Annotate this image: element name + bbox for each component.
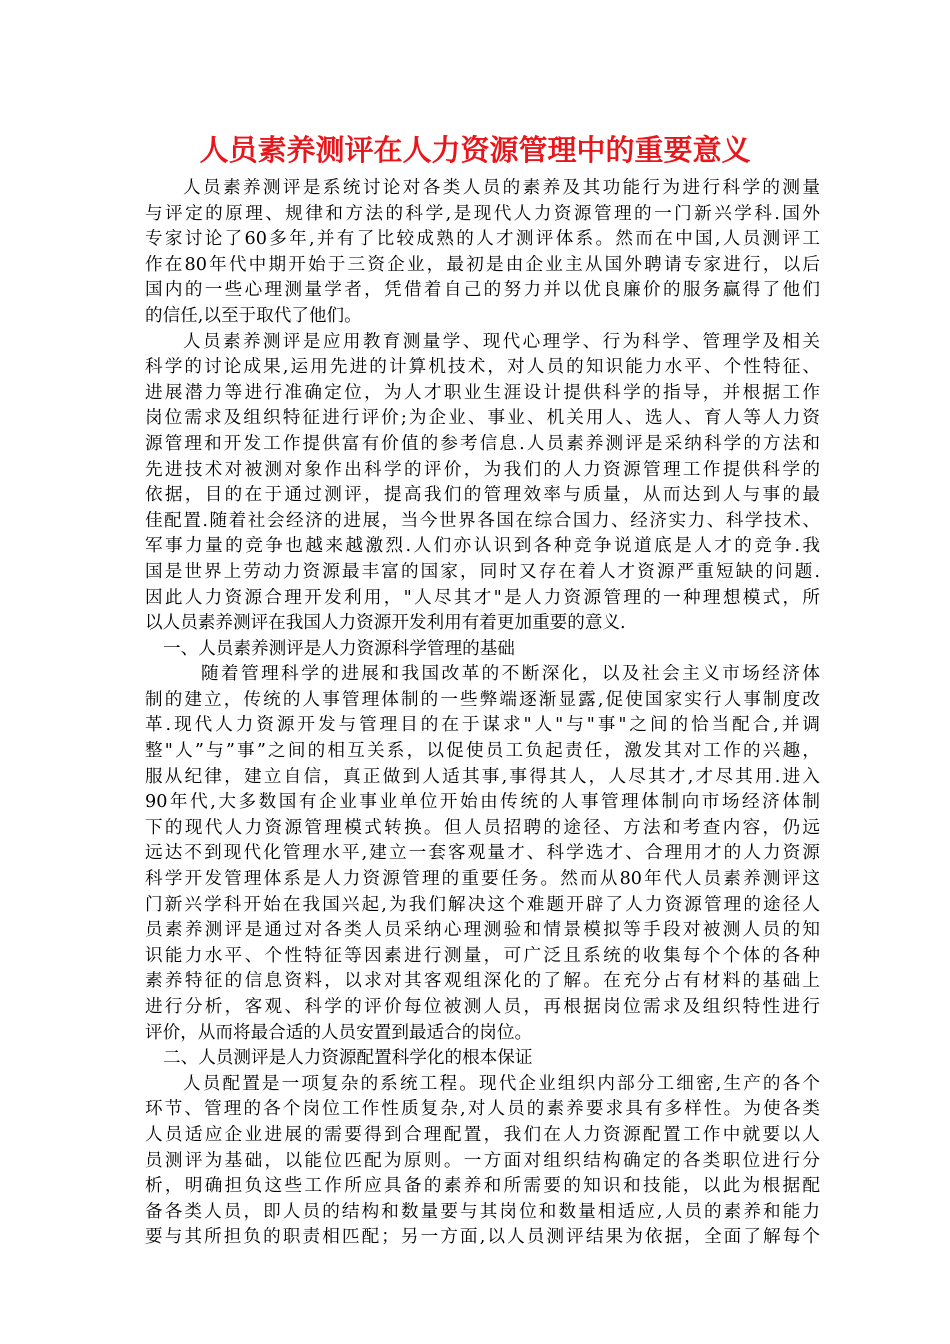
text-line: 的信任,以至于取代了他们。 (145, 305, 362, 326)
text-line: 评价，从而将最合适的人员安置到最适合的岗位。 (145, 1022, 533, 1043)
text-line: 作在80年代中期开始于三资企业，最初是由企业主从国外聘请专家进行，以后 (145, 254, 820, 275)
text-line: 科学开发管理体系是人力资源管理的重要任务。然而从80年代人员素养测评这 (145, 869, 820, 890)
document-body (145, 176, 820, 1251)
text-line: 整"人”与”事”之间的相互关系，以促使员工负起责任，激发其对工作的兴趣， (145, 741, 820, 762)
text-line: 下的现代人力资源管理模式转换。但人员招聘的途径、方法和考查内容，仍远 (145, 817, 820, 838)
text-line: 随着管理科学的进展和我国改革的不断深化，以及社会主义市场经济体 (201, 664, 820, 685)
text-line: 析，明确担负这些工作所应具备的素养和所需要的知识和技能，以此为根据配 (145, 1176, 820, 1197)
text-line: 军事力量的竞争也越来越激烈.人们亦认识到各种竞争说道底是人才的竞争.我 (145, 536, 820, 557)
text-line: 人员素养测评是应用教育测量学、现代心理学、行为科学、管理学及相关 (183, 331, 820, 352)
text-line: 进行分析，客观、科学的评价每位被测人员，再根据岗位需求及组织特性进行 (145, 997, 820, 1017)
text-line: 人员适应企业进展的需要得到合理配置，我们在人力资源配置工作中就要以人 (145, 1124, 820, 1145)
text-line: 要与其所担负的职责相匹配；另一方面,以人员测评结果为依据，全面了解每个 (145, 1227, 820, 1248)
section-heading: 一、人员素养测评是人力资源科学管理的基础 (163, 638, 515, 659)
text-line: 制的建立，传统的人事管理体制的一些弊端逐渐显露,促使国家实行人事制度改 (145, 689, 820, 710)
text-line: 专家讨论了60多年,并有了比较成熟的人才测评体系。然而在中国,人员测评工 (145, 229, 820, 250)
text-line: 进展潜力等进行准确定位，为人才职业生涯设计提供科学的指导，并根据工作 (145, 382, 820, 403)
text-line: 岗位需求及组织特征进行评价;为企业、事业、机关用人、选人、育人等人力资 (145, 408, 820, 429)
document-title: 人员素养测评在人力资源管理中的重要意义 (199, 133, 751, 167)
text-line: 员素养测评是通过对各类人员采纳心理测验和情景模拟等手段对被测人员的知 (145, 920, 820, 941)
text-line: 与评定的原理、规律和方法的科学,是现代人力资源管理的一门新兴学科.国外 (145, 203, 820, 224)
text-line: 革.现代人力资源开发与管理目的在于谋求"人"与"事"之间的恰当配合,并调 (145, 715, 820, 736)
text-line: 人员配置是一项复杂的系统工程。现代企业组织内部分工细密,生产的各个 (183, 1073, 820, 1094)
text-line: 备各类人员，即人员的结构和数量要与其岗位和数量相适应,人员的素养和能力 (145, 1201, 820, 1222)
text-line: 素养特征的信息资料，以求对其客观组深化的了解。在充分占有材料的基础上 (145, 971, 820, 992)
text-line: 先进技术对被测对象作出科学的评价，为我们的人力资源管理工作提供科学的 (145, 459, 820, 480)
text-line: 服从纪律，建立自信，真正做到人适其事,事得其人，人尽其才,才尽其用.进入 (145, 766, 820, 787)
text-line: 门新兴学科开始在我国兴起,为我们解决这个难题开辟了人力资源管理的途径人 (145, 894, 820, 915)
text-line: 识能力水平、个性特征等因素进行测量，可广泛且系统的收集每个个体的各种 (145, 945, 820, 966)
text-line: 因此人力资源合理开发利用，"人尽其才"是人力资源管理的一种理想模式，所 (145, 587, 820, 608)
section-heading: 二、人员测评是人力资源配置科学化的根本保证 (163, 1048, 533, 1069)
text-line: 环节、管理的各个岗位工作性质复杂,对人员的素养要求具有多样性。为使各类 (145, 1099, 820, 1120)
text-line: 人员素养测评是系统讨论对各类人员的素养及其功能行为进行科学的测量 (183, 178, 820, 198)
text-line: 国内的一些心理测量学者，凭借着自己的努力并以优良廉价的服务赢得了他们 (145, 280, 820, 301)
text-line: 以人员素养测评在我国人力资源开发利用有着更加重要的意义. (145, 613, 626, 634)
text-line: 科学的讨论成果,运用先进的计算机技术，对人员的知识能力水平、个性特征、 (145, 357, 820, 378)
text-line: 员测评为基础，以能位匹配为原则。一方面对组织结构确定的各类职位进行分 (145, 1150, 820, 1171)
text-line: 国是世界上劳动力资源最丰富的国家，同时又存在着人才资源严重短缺的问题. (145, 561, 820, 582)
text-line: 佳配置.随着社会经济的进展，当今世界各国在综合国力、经济实力、科学技术、 (145, 510, 820, 531)
text-line: 依据，目的在于通过测评，提高我们的管理效率与质量，从而达到人与事的最 (145, 485, 820, 506)
text-line: 远达不到现代化管理水平,建立一套客观量才、科学选才、合理用才的人力资源 (145, 843, 820, 864)
text-line: 源管理和开发工作提供富有价值的参考信息.人员素养测评是采纳科学的方法和 (145, 433, 820, 454)
text-line: 90年代,大多数国有企业事业单位开始由传统的人事管理体制向市场经济体制 (145, 792, 820, 813)
